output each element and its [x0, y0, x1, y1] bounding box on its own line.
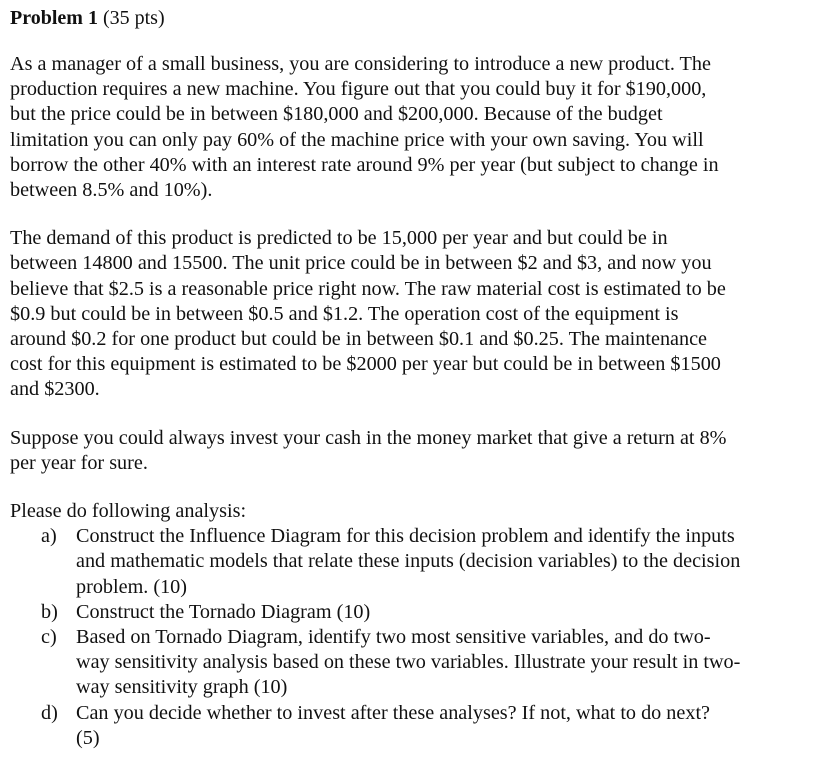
problem-title: Problem 1 [10, 7, 98, 29]
list-item [10, 701, 810, 751]
analysis-intro [10, 499, 810, 524]
text-line: but the price could be in between $180,000 and $200,000. Because of the budget [10, 103, 663, 126]
text-line: Construct the Tornado Diagram (10) [76, 600, 371, 623]
text-line: As a manager of a small business, you are considering to introduce a new product. The [10, 53, 711, 75]
text-line: The demand of this product is predicted to be 15,000 per year and but could be in [10, 227, 668, 250]
paragraph-money-market [10, 426, 810, 476]
text-line: believe that $2.5 is a reasonable price right now. The raw material cost is estimated to be [10, 277, 726, 300]
text-line: and $2300. [10, 378, 100, 401]
list-marker: d) [41, 701, 58, 724]
list-marker: b) [41, 600, 58, 623]
list-marker: a) [41, 525, 57, 548]
list-item [10, 524, 810, 600]
text-line: around $0.2 for one product but could be in between $0.1 and $0.25. The maintenance [10, 328, 708, 351]
text-line: limitation you can only pay 60% of the machine price with your own saving. You will [10, 128, 704, 151]
list-item [10, 600, 810, 625]
text-line: Can you decide whether to invest after these analyses? If not, what to do next? [76, 701, 711, 724]
document-page [10, 6, 810, 751]
list-marker: c) [41, 626, 57, 649]
text-line: Please do following analysis: [10, 500, 247, 523]
text-line: way sensitivity graph (10) [76, 676, 288, 699]
paragraph-machine-purchase [10, 52, 810, 203]
text-line: (5) [76, 726, 100, 749]
text-line: Construct the Influence Diagram for this decision problem and identify the inputs [76, 525, 735, 548]
paragraph-demand-and-costs [10, 226, 810, 402]
text-line: cost for this equipment is estimated to be $2000 per year but could be in between $1500 [10, 353, 721, 376]
text-line: problem. (10) [76, 575, 188, 598]
analysis-list [10, 524, 810, 751]
problem-heading [10, 6, 810, 31]
text-line: between 14800 and 15500. The unit price could be in between $2 and $3, and now you [10, 252, 712, 275]
text-line: between 8.5% and 10%). [10, 179, 213, 202]
text-line: Based on Tornado Diagram, identify two most sensitive variables, and do two- [76, 626, 711, 649]
text-line: and mathematic models that relate these inputs (decision variables) to the decision [76, 550, 741, 573]
text-line: way sensitivity analysis based on these two variables. Illustrate your result in two- [76, 651, 741, 674]
text-line: per year for sure. [10, 451, 148, 474]
text-line: Suppose you could always invest your cash in the money market that give a return at 8% [10, 426, 727, 449]
list-item [10, 625, 810, 701]
text-line: borrow the other 40% with an interest rate around 9% per year (but subject to change in [10, 153, 719, 176]
text-line: production requires a new machine. You figure out that you could buy it for $190,000, [10, 78, 707, 101]
problem-points: (35 pts) [102, 7, 165, 29]
text-line: $0.9 but could be in between $0.5 and $1.2. The operation cost of the equipment is [10, 302, 679, 325]
